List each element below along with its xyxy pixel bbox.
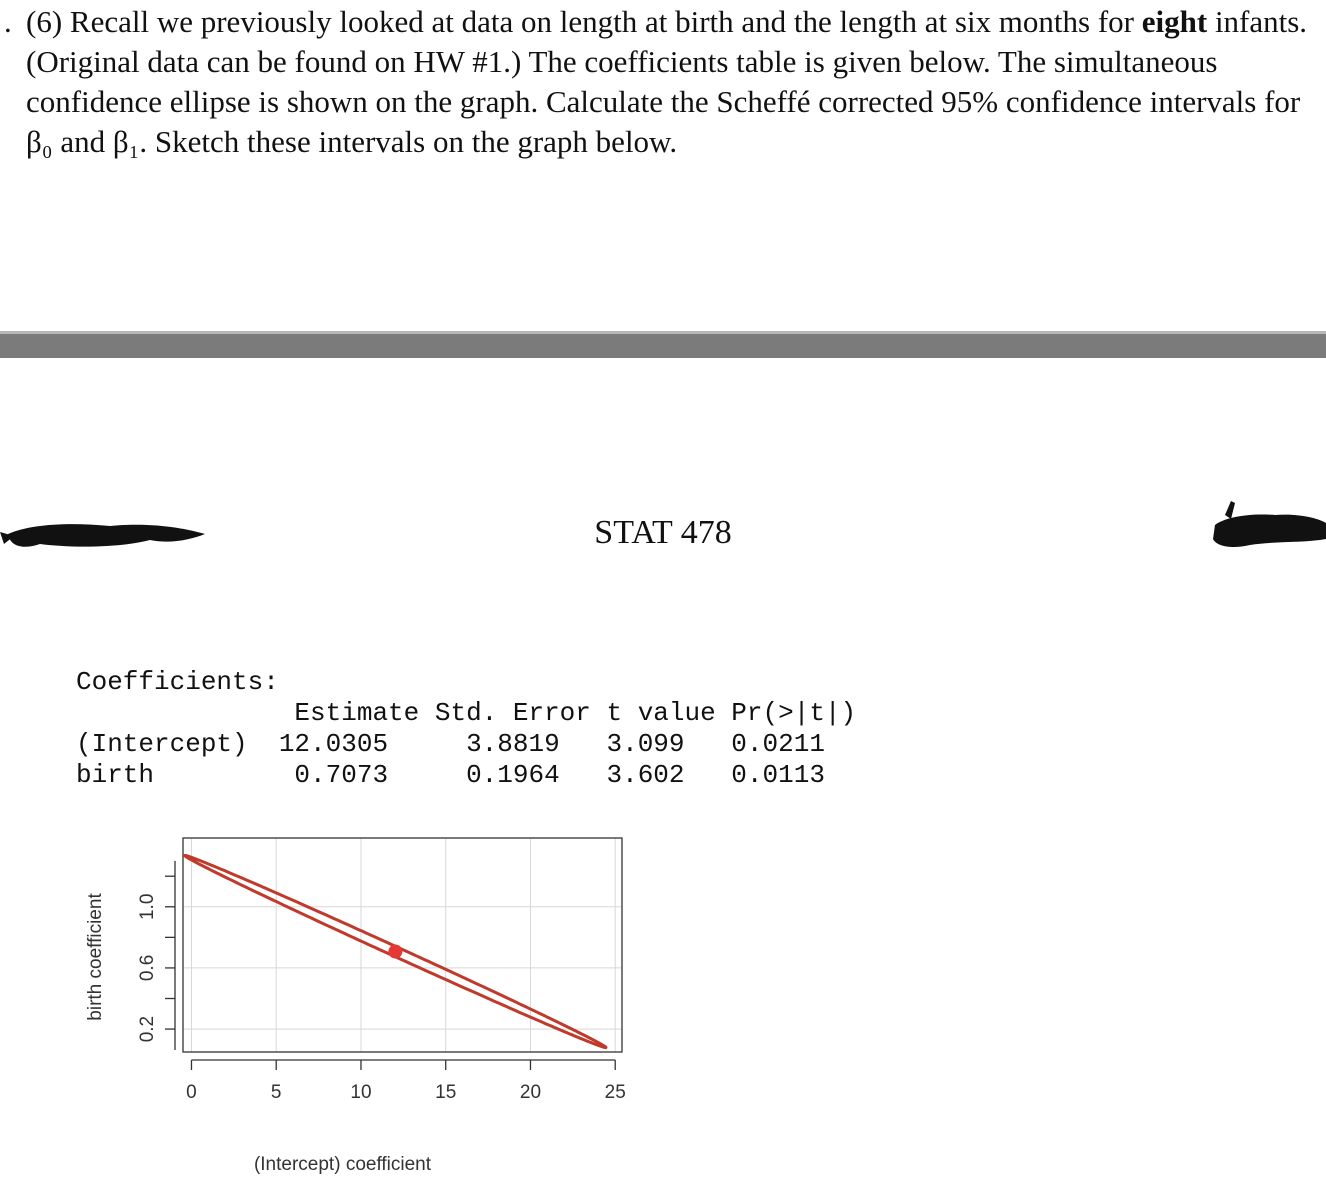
y-axis [137,861,175,1050]
coefficients-title: Coefficients: [76,667,279,697]
x-tick-label: 5 [270,1082,282,1103]
question-bullet: . [4,4,12,39]
question-number: (6) [26,4,63,39]
y-tick-label: 0.2 [137,1015,158,1043]
y-tick-label: 1.0 [137,893,158,920]
x-axis [186,1060,626,1103]
course-title: STAT 478 [594,514,732,551]
x-tick-label: 20 [519,1082,542,1103]
question-text [0,2,1310,162]
question-body [26,2,1310,162]
y-tick-label: 0.6 [137,954,158,982]
x-tick-label: 15 [435,1082,457,1103]
confidence-ellipse-chart [60,830,680,1190]
x-tick-label: 10 [350,1082,372,1103]
y-axis-label: birth coefficient [85,893,106,1021]
question-text-part2: infants. (Original data can be found on HW #1.) The coefficients table is given below. The simultaneous confidence ellipse is shown on the graph. Calculate the Scheffé corrected 95% confidence intervals for β₀ and β₁. Sketch these intervals on the graph below. [26,4,1308,159]
coefficients-row: birth 0.7073 0.1964 3.602 0.0113 [76,760,825,790]
question-text-bold: eight [1141,4,1208,39]
x-tick-label: 0 [186,1082,197,1103]
x-axis-label: (Intercept) coefficient [253,1154,432,1175]
point-estimate-marker [388,945,402,959]
coefficients-row: (Intercept) 12.0305 3.8819 3.099 0.0211 [76,729,825,759]
page-separator-bar [0,331,1326,358]
question-text-part1: Recall we previously looked at data on length at birth and the length at six months for [69,4,1134,39]
coefficients-table [76,667,856,791]
coefficients-header: Estimate Std. Error t value Pr(>|t|) [76,698,857,728]
redaction-scribble-right [1205,495,1326,555]
x-tick-label: 25 [604,1082,626,1103]
